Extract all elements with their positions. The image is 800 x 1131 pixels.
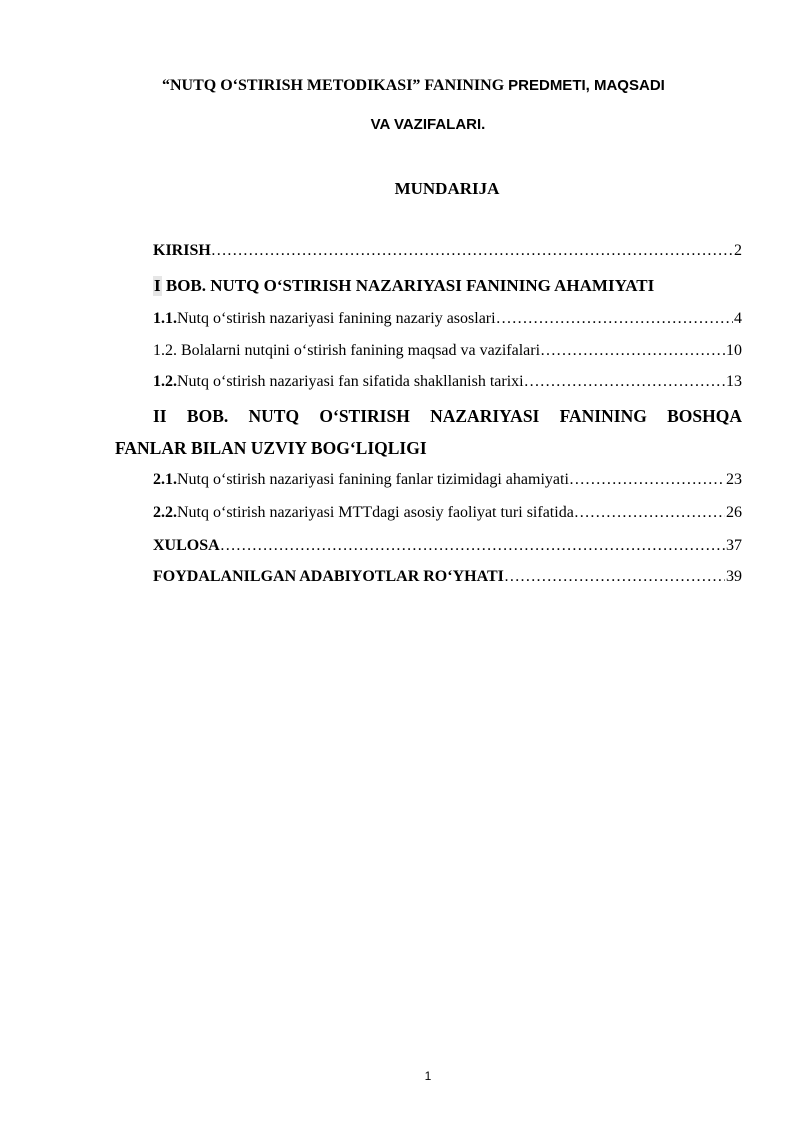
toc-page-number: 39 (726, 568, 742, 585)
toc-entry-number: 2.1. (153, 471, 177, 488)
chapter-title-line2: FANLAR BILAN UZVIY BOG‘LIQLIGI (115, 438, 427, 458)
toc-page-number: 4 (734, 310, 742, 327)
toc-page-number: 2 (734, 242, 742, 259)
toc-leader-dots (540, 342, 725, 360)
toc-entry-label: FOYDALANILGAN ADABIYOTLAR RO‘YHATI (153, 568, 504, 585)
title-part2: PREDMETI, MAQSADI (508, 77, 665, 94)
toc-entry-kirish[interactable] (153, 242, 742, 260)
toc-heading: MUNDARIJA (394, 179, 500, 198)
toc-entry-adabiyotlar[interactable] (153, 568, 742, 586)
toc-page-number: 13 (726, 373, 742, 390)
toc-chapter-2[interactable] (153, 406, 742, 427)
document-title (162, 77, 762, 95)
toc-page-number: 10 (726, 342, 742, 359)
toc-entry-2-1[interactable] (153, 471, 742, 489)
toc-leader-dots (211, 242, 733, 260)
toc-entry-text: Nutq o‘stirish nazariyasi fan sifatida shakllanish tarixi (177, 373, 524, 390)
toc-entry-label: XULOSA (153, 537, 220, 554)
toc-entry-label: KIRISH (153, 242, 211, 259)
toc-page-number: 26 (726, 504, 742, 521)
toc-leader-dots (574, 504, 725, 522)
chapter-title: BOB. NUTQ O‘STIRISH NAZARIYASI FANINING AHAMIYATI (161, 276, 655, 295)
toc-page-number: 37 (726, 537, 742, 554)
chapter-title-line1: BOB. NUTQ O‘STIRISH NAZARIYASI FANINING BOSHQA (166, 406, 742, 426)
toc-entry-text: 1.2. Bolalarni nutqini o‘stirish fanining maqsad va vazifalari (153, 342, 541, 359)
toc-leader-dots (496, 310, 733, 328)
toc-leader-dots (504, 568, 725, 586)
toc-entry-number: 2.2. (153, 504, 177, 521)
toc-entry-number: 1.1. (153, 310, 177, 327)
toc-entry-text: Nutq o‘stirish nazariyasi fanining fanlar tizimidagi ahamiyati (177, 471, 569, 488)
toc-entry-1-2b[interactable] (153, 373, 742, 391)
toc-leader-dots (569, 471, 725, 489)
toc-entry-number: 1.2. (153, 373, 177, 390)
toc-entry-1-1[interactable] (153, 310, 742, 328)
toc-leader-dots (524, 373, 725, 391)
chapter-roman-numeral: I (154, 276, 161, 295)
toc-chapter-1[interactable] (153, 276, 742, 296)
chapter-roman-numeral: II (153, 406, 167, 426)
title-part1: “NUTQ O‘STIRISH METODIKASI” FANINING (162, 77, 509, 94)
toc-page-number: 23 (726, 471, 742, 488)
toc-entry-text: Nutq o‘stirish nazariyasi fanining nazariy asoslari (177, 310, 496, 327)
toc-leader-dots (220, 537, 725, 555)
toc-entry-1-2a[interactable] (153, 342, 742, 360)
toc-entry-xulosa[interactable] (153, 537, 742, 555)
page-number: 1 (424, 1069, 432, 1083)
toc-entry-2-2[interactable] (153, 504, 742, 522)
toc-entry-text: Nutq o‘stirish nazariyasi MTTdagi asosiy faoliyat turi sifatida (177, 504, 574, 521)
document-title-line2: VA VAZIFALARI. (370, 116, 486, 133)
